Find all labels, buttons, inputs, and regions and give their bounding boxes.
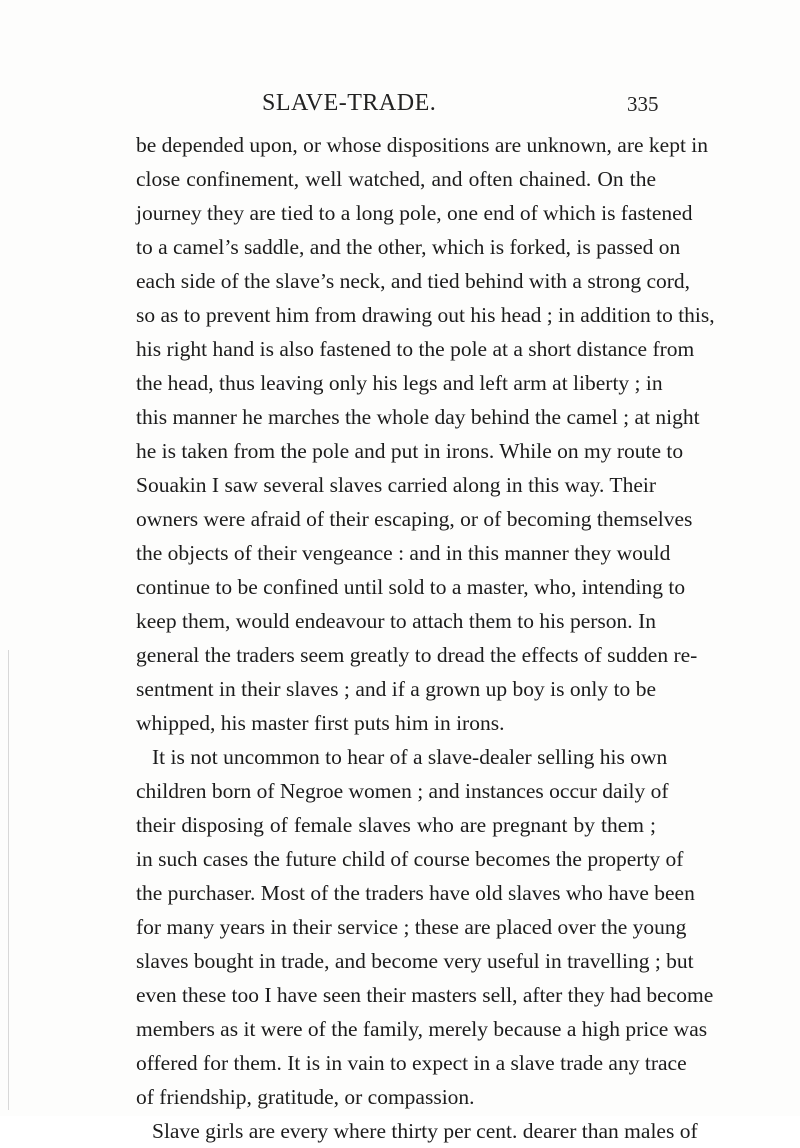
page-number: 335 bbox=[627, 92, 659, 116]
text-line: this manner he marches the whole day behind the camel ; at night bbox=[136, 405, 700, 429]
text-line: members as it were of the family, merely because a high price was bbox=[136, 1017, 708, 1041]
body-text bbox=[136, 128, 715, 1148]
page-edge-shadow bbox=[8, 650, 9, 1110]
text-line: the purchaser. Most of the traders have old slaves who have been bbox=[136, 881, 695, 905]
text-line: Souakin I saw several slaves carried along in this way. Their bbox=[136, 473, 656, 497]
text-line: to a camel’s saddle, and the other, which is forked, is passed on bbox=[136, 235, 681, 259]
text-line: keep them, would endeavour to attach them to his person. In bbox=[136, 609, 656, 633]
running-title: SLAVE-TRADE. bbox=[262, 90, 437, 116]
text-line: of friendship, gratitude, or compassion. bbox=[136, 1085, 475, 1109]
text-line: continue to be confined until sold to a master, who, intending to bbox=[136, 575, 686, 599]
text-line: so as to prevent him from drawing out his head ; in addition to this, bbox=[136, 303, 715, 327]
text-line: children born of Negroe women ; and instances occur daily of bbox=[136, 779, 669, 803]
text-line: Slave girls are every where thirty per cent. dearer than males of bbox=[152, 1119, 698, 1143]
text-line: he is taken from the pole and put in irons. While on my route to bbox=[136, 439, 684, 463]
text-line: offered for them. It is in vain to expect in a slave trade any trace bbox=[136, 1051, 687, 1075]
text-line: the objects of their vengeance : and in this manner they would bbox=[136, 541, 671, 565]
text-line: sentment in their slaves ; and if a grown up boy is only to be bbox=[136, 677, 656, 701]
text-line: close confinement, well watched, and often chained. On the bbox=[136, 167, 656, 191]
text-line: in such cases the future child of course becomes the property of bbox=[136, 847, 684, 871]
text-line: their disposing of female slaves who are pregnant by them ; bbox=[136, 813, 656, 837]
running-head bbox=[0, 90, 800, 120]
text-line: It is not uncommon to hear of a slave-dealer selling his own bbox=[152, 745, 668, 769]
text-line: whipped, his master first puts him in irons. bbox=[136, 711, 505, 735]
text-line: each side of the slave’s neck, and tied behind with a strong cord, bbox=[136, 269, 691, 293]
text-line: even these too I have seen their masters sell, after they had become bbox=[136, 983, 714, 1007]
text-line: journey they are tied to a long pole, one end of which is fastened bbox=[136, 201, 693, 225]
text-line: be depended upon, or whose dispositions are unknown, are kept in bbox=[136, 133, 709, 157]
text-line: the head, thus leaving only his legs and left arm at liberty ; in bbox=[136, 371, 663, 395]
text-line: owners were afraid of their escaping, or of becoming themselves bbox=[136, 507, 693, 531]
text-line: slaves bought in trade, and become very useful in travelling ; but bbox=[136, 949, 694, 973]
text-line: general the traders seem greatly to dread the effects of sudden re- bbox=[136, 643, 698, 667]
text-line: his right hand is also fastened to the pole at a short distance from bbox=[136, 337, 695, 361]
text-line: for many years in their service ; these are placed over the young bbox=[136, 915, 687, 939]
